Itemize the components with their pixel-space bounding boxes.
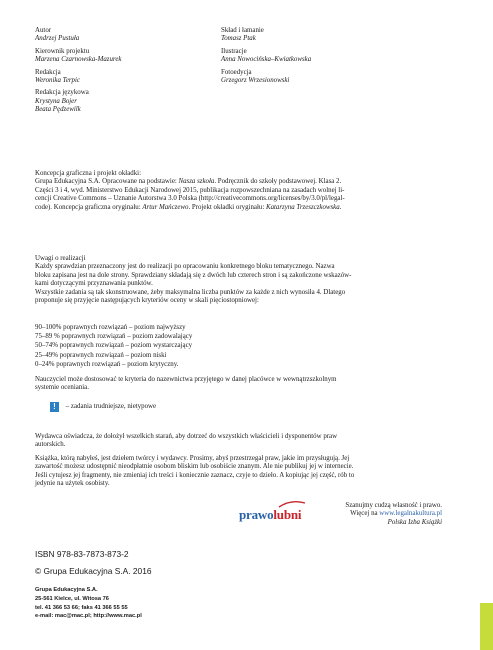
remarks-line: systemie oceniania.: [35, 384, 89, 392]
cover-concept-line: [35, 204, 447, 212]
legal-line: Książka, którą nabyłeś, jest dziełem twórcy i wydawcy. Prosimy, abyś przestrzegał praw, jakie im przysługują. Jej: [35, 455, 350, 462]
legal-line: Jeśli cytujesz jej fragmenty, nie zmieniaj ich treści i koniecznie zaznacz, czyje to dzieło. A kopiując jej część, rób to: [35, 471, 355, 479]
credit-label: Redakcja językowa: [35, 89, 89, 97]
campaign-organization: Polska Izba Książki: [387, 518, 442, 526]
cover-concept-heading: Koncepcja graficzna i projekt okładki:: [35, 170, 141, 177]
remarks-line: Nauczyciel może dostosować te kryteria do nazewnictwa przyjętego w danej placówce w wewnątrzszkolnym: [35, 376, 337, 383]
cover-designer-name: Katarzyna Trzeszczkowska: [265, 203, 340, 211]
publisher-address: [35, 586, 142, 621]
grade-criterion: 90–100% poprawnych rozwiązań – poziom najwyższy: [35, 324, 186, 331]
difficulty-legend: [50, 402, 350, 412]
cover-concept-line: cencji Creative Commons – Uznanie Autorstwa 3.0 Polska (http://creativecommons.org/licenses/by/3.0/pl/legal-: [35, 195, 345, 203]
campaign-text: [320, 502, 442, 527]
grade-criterion: 25–49% poprawnych rozwiązań – poziom niski: [35, 351, 167, 359]
text-run: Więcej na: [350, 510, 380, 518]
text-run: Grupa Edukacyjna S.A. Opracowane na podstawie:: [35, 178, 179, 186]
cover-concept: [35, 170, 447, 212]
credit-value: Marzena Czarnowska-Mazurek: [35, 56, 122, 64]
remarks-heading: Uwagi o realizacji: [35, 255, 86, 262]
cover-concept-line: [35, 178, 447, 186]
credit-illustrations: [221, 48, 421, 65]
credit-language-editor: [35, 89, 205, 114]
isbn: ISBN 978-83-7873-873-2: [35, 549, 129, 559]
grade-criterion: 75–89 % poprawnych rozwiązań – poziom zadowalający: [35, 333, 193, 341]
legal-line: Wydawca oświadcza, że dołożył wszelkich starań, aby dotrzeć do wszystkich właścicieli i dysponentów praw: [35, 433, 338, 440]
logo-part: prawo: [239, 507, 274, 522]
text-run: .: [339, 203, 342, 211]
green-edge-tab: [480, 603, 493, 650]
text-run: . Podręcznik do szkoły podstawowej. Klasa 2.: [214, 178, 342, 186]
copyright-notice: [35, 455, 447, 489]
credits-left: [35, 27, 205, 119]
difficulty-legend-label: – zadania trudniejsze, nietypowe: [65, 402, 157, 410]
logo-part: lubni: [273, 507, 302, 522]
grade-criterion: 0–24% poprawnych rozwiązań – poziom krytyczny.: [35, 360, 179, 368]
exclamation-icon: !: [50, 402, 59, 412]
credit-editor: [35, 69, 205, 86]
remarks-line: kami dotyczącymi przyznawania punktów.: [35, 280, 153, 288]
remarks-line: Każdy sprawdzian przeznaczony jest do realizacji po opracowaniu konkretnego bloku tematycznego. Nazwa: [35, 263, 335, 271]
publisher-street: 25-561 Kielce, ul. Witosa 76: [35, 595, 109, 602]
logo-wordmark: [239, 508, 315, 522]
credit-project-manager: [35, 48, 205, 65]
credit-value: Krystyna Bojer: [35, 97, 77, 105]
legal-line: autorskich.: [35, 441, 66, 449]
credit-label: Autor: [35, 27, 52, 34]
book-title: Nasza szkoła: [178, 178, 215, 186]
publisher-statement: [35, 433, 447, 450]
publisher-contact[interactable]: e-mail: mac@mac.pl; http://www.mac.pl: [35, 613, 142, 620]
credit-label: Fotoedycja: [221, 68, 252, 76]
credit-label: Skład i łamanie: [221, 27, 264, 34]
credit-value: Weronika Terpic: [35, 77, 80, 85]
credit-label: Kierownik projektu: [35, 47, 90, 55]
campaign-more-info: [320, 510, 442, 518]
campaign-link[interactable]: www.legalnakultura.pl: [379, 510, 442, 518]
remarks: [35, 255, 447, 305]
prawolubni-logo: [239, 500, 315, 526]
text-run: . Projekt okładki oryginału:: [188, 203, 266, 211]
publisher-phone: tel. 41 366 53 66; faks 41 366 55 55: [35, 604, 128, 611]
campaign-slogan: Szanujmy cudzą własność i prawo.: [345, 502, 442, 509]
remarks-line: bloku zapisana jest na dole strony. Sprawdziany składają się z dwóch lub czterech stron i są zakończone wskazów-: [35, 271, 352, 279]
credit-value: Tomasz Ptak: [221, 35, 256, 43]
legal-line: zawartość możesz udostępnić nieodpłatnie osobom bliskim lub osobiście znanym. Ale nie publikuj jej w internecie.: [35, 463, 354, 471]
copyright-line: © Grupa Edukacyjna S.A. 2016: [35, 566, 152, 576]
remarks-line: proponuje się przyjęcie następujących kryteriów oceny w skali pięciostopniowej:: [35, 297, 259, 305]
credit-value: Beata Pędzewilk: [35, 106, 81, 114]
credit-label: Redakcja: [35, 68, 61, 76]
grade-criterion: 50–74% poprawnych rozwiązań – poziom wystarczający: [35, 342, 193, 350]
graphic-designer-name: Artur Mańczewo: [142, 203, 189, 211]
credit-photo-editing: [221, 69, 421, 86]
credit-value: Anna Nowocińska–Kwiatkowska: [221, 56, 312, 64]
credit-author: [35, 27, 205, 44]
credit-value: Grzegorz Wrzesionowski: [221, 77, 290, 85]
credit-value: Andrzej Pustuła: [35, 35, 80, 43]
text-run: code). Koncepcja graficzna oryginału:: [35, 203, 143, 211]
legal-line: jedynie na użytek osobisty.: [35, 480, 110, 488]
cover-concept-line: Części 3 i 4, wyd. Ministerstwo Edukacji Narodowej 2015, publikacja rozpowszechniana na zasadach wolnej li-: [35, 186, 345, 194]
credit-typesetting: [221, 27, 421, 44]
credit-label: Ilustracje: [221, 47, 247, 55]
remarks-adjust-note: [35, 376, 447, 393]
remarks-line: Wszystkie zadania są tak skonstruowane, żeby maksymalna liczba punktów za każde z nich wynosiła 4. Dlatego: [35, 288, 346, 296]
grading-criteria-list: [35, 324, 335, 370]
credits-right: [221, 27, 421, 89]
publisher-name: Grupa Edukacyjna S.A.: [35, 587, 98, 593]
